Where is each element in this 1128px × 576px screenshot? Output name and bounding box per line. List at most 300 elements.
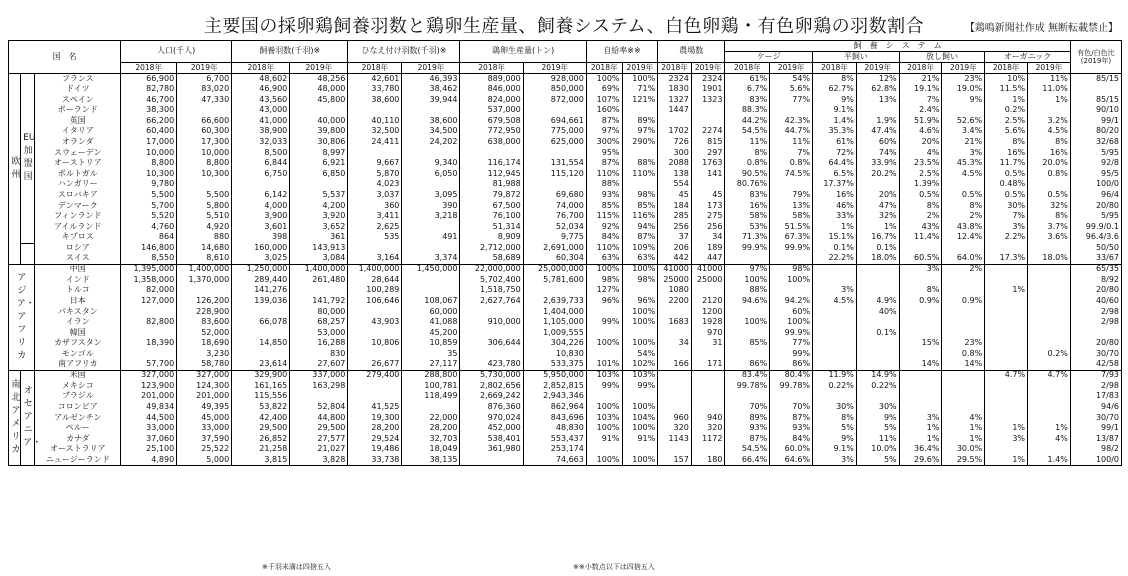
year-row: [9, 63, 1122, 74]
table-cell: [290, 391, 348, 402]
year-header: 2018年: [121, 63, 177, 74]
table-cell: 201,000: [121, 391, 177, 402]
table-cell: 34,500: [402, 126, 460, 137]
table-cell: [658, 381, 692, 392]
table-row: [9, 148, 1122, 159]
table-cell: 91%: [622, 434, 658, 445]
table-cell: 1%: [813, 222, 857, 233]
country-name: イラン: [35, 317, 121, 328]
table-cell: 58,689: [460, 254, 523, 265]
table-cell: 13%: [856, 95, 899, 106]
table-cell: 5%: [856, 455, 899, 466]
table-cell: 6,700: [177, 74, 232, 85]
table-cell: [1028, 444, 1071, 455]
table-cell: 2120: [691, 296, 725, 307]
table-cell: 39,800: [290, 126, 348, 137]
table-cell: 5/95: [1070, 148, 1121, 159]
table-cell: 1%: [985, 285, 1028, 296]
table-cell: 14%: [899, 360, 942, 371]
table-cell: [856, 285, 899, 296]
table-cell: 2,802,656: [460, 381, 523, 392]
table-cell: 33,738: [348, 455, 402, 466]
table-cell: 77%: [770, 338, 813, 349]
table-cell: [348, 243, 402, 254]
table-cell: 66,078: [232, 317, 290, 328]
table-row: [9, 222, 1122, 233]
table-cell: 423,780: [460, 360, 523, 371]
table-cell: [177, 179, 232, 190]
table-cell: 2.5%: [899, 169, 942, 180]
table-cell: 60.5%: [899, 254, 942, 265]
table-cell: 1080: [658, 285, 692, 296]
table-cell: 45,200: [402, 328, 460, 339]
table-cell: [899, 317, 942, 328]
table-cell: 88.3%: [725, 105, 770, 116]
table-cell: 889,000: [460, 74, 523, 85]
table-cell: 38,462: [402, 84, 460, 95]
table-cell: 58%: [725, 211, 770, 222]
table-cell: [985, 349, 1028, 360]
table-cell: 77%: [770, 95, 813, 106]
table-cell: 67,500: [460, 201, 523, 212]
table-cell: 11%: [770, 137, 813, 148]
table-cell: 5,870: [348, 169, 402, 180]
table-cell: [813, 349, 857, 360]
table-cell: 47,330: [177, 95, 232, 106]
table-cell: 18.0%: [1028, 254, 1071, 265]
table-cell: 100%: [622, 317, 658, 328]
table-cell: 60,304: [523, 254, 586, 265]
table-row: [9, 158, 1122, 169]
table-cell: 4,890: [121, 455, 177, 466]
table-cell: 166: [658, 360, 692, 371]
table-cell: [725, 349, 770, 360]
table-cell: [177, 105, 232, 116]
table-body: [9, 74, 1122, 466]
table-cell: 22,000,000: [460, 264, 523, 275]
table-cell: 93%: [770, 423, 813, 434]
table-cell: 1,404,000: [523, 307, 586, 318]
table-row: [9, 201, 1122, 212]
table-cell: 0.1%: [813, 243, 857, 254]
table-cell: 19,300: [348, 413, 402, 424]
table-cell: 31: [691, 338, 725, 349]
table-cell: 160%: [586, 105, 622, 116]
table-cell: 76,700: [523, 211, 586, 222]
table-cell: 25,522: [177, 444, 232, 455]
table-cell: 100%: [622, 338, 658, 349]
table-cell: 74,663: [523, 455, 586, 466]
table-cell: 9,340: [402, 158, 460, 169]
table-cell: 99/1: [1070, 423, 1121, 434]
table-cell: 3.7%: [1028, 222, 1071, 233]
table-row: [9, 137, 1122, 148]
table-cell: 361: [290, 232, 348, 243]
country-name: 韓国: [35, 328, 121, 339]
table-cell: 108,067: [402, 296, 460, 307]
table-cell: 110%: [622, 169, 658, 180]
table-cell: 4.7%: [1028, 370, 1071, 381]
table-cell: [985, 360, 1028, 371]
table-cell: 112,945: [460, 169, 523, 180]
table-cell: 115,120: [523, 169, 586, 180]
year-header: 2018年: [348, 63, 402, 74]
table-cell: 126,200: [177, 296, 232, 307]
table-cell: 1.39%: [899, 179, 942, 190]
table-cell: 2%: [942, 211, 985, 222]
table-cell: 14.9%: [856, 370, 899, 381]
year-header: 2019年: [770, 63, 813, 74]
table-cell: 26,852: [232, 434, 290, 445]
table-cell: 85%: [586, 201, 622, 212]
table-cell: 2200: [658, 296, 692, 307]
table-cell: 1,370,000: [177, 275, 232, 286]
table-cell: 256: [691, 222, 725, 233]
region-oceania: オセアニア・: [21, 370, 35, 465]
table-cell: [813, 307, 857, 318]
col-egg-production: 鶏卵生産量(トン): [460, 41, 586, 63]
table-row: [9, 232, 1122, 243]
table-cell: 275: [691, 211, 725, 222]
table-cell: 18,690: [177, 338, 232, 349]
table-cell: 100,289: [348, 285, 402, 296]
table-cell: [856, 179, 899, 190]
table-cell: 4%: [1028, 434, 1071, 445]
country-name: アルゼンチン: [35, 413, 121, 424]
table-cell: 846,000: [460, 84, 523, 95]
table-cell: 4.7%: [985, 370, 1028, 381]
table-cell: [899, 402, 942, 413]
table-cell: 20.0%: [1028, 158, 1071, 169]
table-row: [9, 423, 1122, 434]
table-cell: 14,680: [177, 243, 232, 254]
table-cell: 127%: [586, 285, 622, 296]
table-cell: [658, 328, 692, 339]
table-cell: 44,800: [290, 413, 348, 424]
table-cell: 29,500: [232, 423, 290, 434]
table-cell: 6,142: [232, 190, 290, 201]
table-cell: 25000: [691, 275, 725, 286]
year-header: 2019年: [691, 63, 725, 74]
table-cell: [348, 381, 402, 392]
table-cell: 201,000: [177, 391, 232, 402]
table-cell: 2.5%: [985, 116, 1028, 127]
country-name: コロンビア: [35, 402, 121, 413]
table-cell: 51,314: [460, 222, 523, 233]
year-header: 2018年: [460, 63, 523, 74]
table-cell: 60,000: [402, 307, 460, 318]
table-cell: [402, 402, 460, 413]
table-cell: 40/60: [1070, 296, 1121, 307]
table-row: [9, 349, 1122, 360]
table-cell: 65/35: [1070, 264, 1121, 275]
table-cell: 38,135: [402, 455, 460, 466]
table-cell: 53,822: [232, 402, 290, 413]
table-cell: 89%: [725, 413, 770, 424]
table-cell: 85/15: [1070, 95, 1121, 106]
table-cell: 533,375: [523, 360, 586, 371]
table-cell: 38,900: [232, 126, 290, 137]
table-cell: 99%: [586, 381, 622, 392]
table-cell: [770, 391, 813, 402]
table-cell: 538,401: [460, 434, 523, 445]
table-cell: 8%: [1028, 137, 1071, 148]
table-cell: 5,510: [177, 211, 232, 222]
table-cell: 12.4%: [942, 232, 985, 243]
table-cell: [856, 391, 899, 402]
table-cell: 3,037: [348, 190, 402, 201]
table-cell: [691, 391, 725, 402]
table-cell: 10,300: [177, 169, 232, 180]
table-cell: 96.4/3.6: [1070, 232, 1121, 243]
table-cell: 1%: [985, 95, 1028, 106]
table-cell: [813, 275, 857, 286]
table-cell: 0.9%: [942, 296, 985, 307]
country-name: ドイツ: [35, 84, 121, 95]
table-cell: 116,174: [460, 158, 523, 169]
table-cell: 447: [691, 254, 725, 265]
table-cell: 85/15: [1070, 74, 1121, 85]
table-cell: 79%: [770, 190, 813, 201]
table-cell: [856, 360, 899, 371]
table-cell: 6,850: [290, 169, 348, 180]
table-cell: 100%: [622, 455, 658, 466]
table-cell: 10,830: [523, 349, 586, 360]
table-cell: 4,023: [348, 179, 402, 190]
table-cell: 20.2%: [856, 169, 899, 180]
table-cell: 3,095: [402, 190, 460, 201]
table-cell: 41000: [658, 264, 692, 275]
table-cell: 17,300: [177, 137, 232, 148]
year-header: 2019年: [622, 63, 658, 74]
table-cell: 16%: [1028, 148, 1071, 159]
table-cell: 68,257: [290, 317, 348, 328]
table-cell: 94/6: [1070, 402, 1121, 413]
table-cell: 34: [691, 232, 725, 243]
table-cell: 3%: [899, 264, 942, 275]
table-cell: [1028, 179, 1071, 190]
table-cell: 80,000: [290, 307, 348, 318]
country-name: ブラジル: [35, 391, 121, 402]
table-cell: 37,590: [177, 434, 232, 445]
table-cell: 1,400,000: [177, 264, 232, 275]
table-cell: 4.5%: [942, 169, 985, 180]
table-cell: 64.0%: [942, 254, 985, 265]
table-cell: 97%: [725, 264, 770, 275]
table-cell: 491: [402, 232, 460, 243]
table-cell: 8%: [899, 201, 942, 212]
table-cell: 100/0: [1070, 455, 1121, 466]
table-cell: 1%: [985, 423, 1028, 434]
table-cell: 37,060: [121, 434, 177, 445]
table-cell: [460, 148, 523, 159]
table-cell: 261,480: [290, 275, 348, 286]
table-cell: [622, 105, 658, 116]
table-cell: 772,950: [460, 126, 523, 137]
table-cell: [402, 243, 460, 254]
table-cell: 43,560: [232, 95, 290, 106]
table-cell: [1028, 296, 1071, 307]
table-cell: [985, 413, 1028, 424]
table-cell: 143,913: [290, 243, 348, 254]
table-cell: 1%: [985, 455, 1028, 466]
table-cell: 21%: [899, 74, 942, 85]
table-cell: 17.3%: [985, 254, 1028, 265]
table-cell: 44.7%: [770, 126, 813, 137]
year-header: 2018年: [658, 63, 692, 74]
table-cell: 638,000: [460, 137, 523, 148]
table-cell: 22.2%: [813, 254, 857, 265]
table-cell: [1028, 275, 1071, 286]
table-cell: 90/10: [1070, 105, 1121, 116]
table-cell: 184: [658, 201, 692, 212]
table-cell: 41000: [691, 264, 725, 275]
table-cell: [899, 370, 942, 381]
table-cell: 11%: [856, 434, 899, 445]
table-cell: 53%: [725, 222, 770, 233]
table-cell: 3,828: [290, 455, 348, 466]
table-cell: 74,000: [523, 201, 586, 212]
table-cell: 1.9%: [856, 116, 899, 127]
table-cell: 5,950,000: [523, 370, 586, 381]
table-cell: 53,000: [290, 328, 348, 339]
table-cell: 14,850: [232, 338, 290, 349]
table-cell: 100%: [725, 275, 770, 286]
table-cell: 5%: [813, 423, 857, 434]
table-row: [9, 381, 1122, 392]
table-cell: [1028, 285, 1071, 296]
table-cell: 32/68: [1070, 137, 1121, 148]
table-cell: 23%: [942, 338, 985, 349]
table-cell: 163,298: [290, 381, 348, 392]
table-cell: 58,780: [177, 360, 232, 371]
table-cell: 40%: [856, 307, 899, 318]
table-cell: 62.8%: [856, 84, 899, 95]
table-cell: 39,944: [402, 95, 460, 106]
table-cell: 92%: [586, 222, 622, 233]
table-cell: 1,250,000: [232, 264, 290, 275]
table-row: [9, 402, 1122, 413]
table-cell: 100%: [622, 423, 658, 434]
table-cell: 2,852,815: [523, 381, 586, 392]
table-cell: 103%: [586, 413, 622, 424]
table-cell: 99.78%: [725, 381, 770, 392]
table-cell: 71%: [622, 84, 658, 95]
table-cell: 25,000,000: [523, 264, 586, 275]
year-header: 2019年: [1028, 63, 1071, 74]
table-cell: 30%: [985, 201, 1028, 212]
table-cell: 12%: [856, 74, 899, 85]
table-cell: [460, 455, 523, 466]
table-cell: 20/80: [1070, 338, 1121, 349]
table-cell: 124,300: [177, 381, 232, 392]
table-cell: 23.5%: [899, 158, 942, 169]
table-cell: 16,288: [290, 338, 348, 349]
table-cell: 880: [177, 232, 232, 243]
table-row: [9, 264, 1122, 275]
table-cell: [985, 264, 1028, 275]
table-cell: [691, 116, 725, 127]
table-cell: 84%: [586, 232, 622, 243]
table-cell: 47%: [856, 201, 899, 212]
table-cell: [985, 275, 1028, 286]
table-cell: 1%: [1028, 95, 1071, 106]
table-cell: 46,393: [402, 74, 460, 85]
table-cell: 4.5%: [813, 296, 857, 307]
table-cell: [232, 328, 290, 339]
table-cell: 2,625: [348, 222, 402, 233]
table-cell: 66,200: [121, 116, 177, 127]
table-cell: 1447: [658, 105, 692, 116]
table-cell: 6.7%: [725, 84, 770, 95]
table-cell: 36.4%: [899, 444, 942, 455]
table-cell: 123,900: [121, 381, 177, 392]
table-cell: [402, 285, 460, 296]
credit-note: 【鶏鳴新聞社作成 無断転載禁止】: [964, 23, 1118, 34]
table-cell: 48,602: [232, 74, 290, 85]
table-cell: [586, 444, 622, 455]
table-cell: 2,712,000: [460, 243, 523, 254]
table-cell: 82,800: [121, 317, 177, 328]
table-cell: 2,943,346: [523, 391, 586, 402]
table-cell: 24,202: [402, 137, 460, 148]
col-free-range: 放し飼い: [899, 52, 985, 63]
table-cell: 7/93: [1070, 370, 1121, 381]
table-cell: 4.6%: [899, 126, 942, 137]
table-cell: 173: [691, 201, 725, 212]
table-cell: 0.2%: [985, 105, 1028, 116]
table-cell: 100%: [622, 402, 658, 413]
table-cell: 60,400: [121, 126, 177, 137]
table-cell: 131,554: [523, 158, 586, 169]
table-cell: 30,806: [290, 137, 348, 148]
table-cell: [856, 275, 899, 286]
table-cell: 139,036: [232, 296, 290, 307]
table-cell: 38,600: [348, 95, 402, 106]
table-cell: 80.4%: [770, 370, 813, 381]
table-cell: 1901: [691, 84, 725, 95]
table-cell: 94.2%: [770, 296, 813, 307]
table-cell: 830: [290, 349, 348, 360]
table-cell: 33,780: [348, 84, 402, 95]
table-cell: [622, 285, 658, 296]
table-cell: [985, 307, 1028, 318]
table-cell: 127,000: [121, 296, 177, 307]
table-cell: [460, 328, 523, 339]
table-row: [9, 95, 1122, 106]
table-cell: 98%: [622, 190, 658, 201]
table-cell: [691, 444, 725, 455]
table-cell: 3,411: [348, 211, 402, 222]
table-cell: [460, 349, 523, 360]
table-cell: 0.5%: [985, 169, 1028, 180]
country-name: 中国: [35, 264, 121, 275]
table-cell: 6,750: [232, 169, 290, 180]
table-cell: 940: [691, 413, 725, 424]
table-cell: 72%: [813, 148, 857, 159]
table-cell: 1,105,000: [523, 317, 586, 328]
table-cell: [348, 391, 402, 402]
table-cell: [942, 370, 985, 381]
table-cell: [586, 328, 622, 339]
table-cell: 18.0%: [856, 254, 899, 265]
table-cell: 30/70: [1070, 413, 1121, 424]
table-cell: 79,872: [460, 190, 523, 201]
year-header: 2018年: [813, 63, 857, 74]
table-cell: 361,980: [460, 444, 523, 455]
country-name: フィンランド: [35, 211, 121, 222]
country-name: パキスタン: [35, 307, 121, 318]
